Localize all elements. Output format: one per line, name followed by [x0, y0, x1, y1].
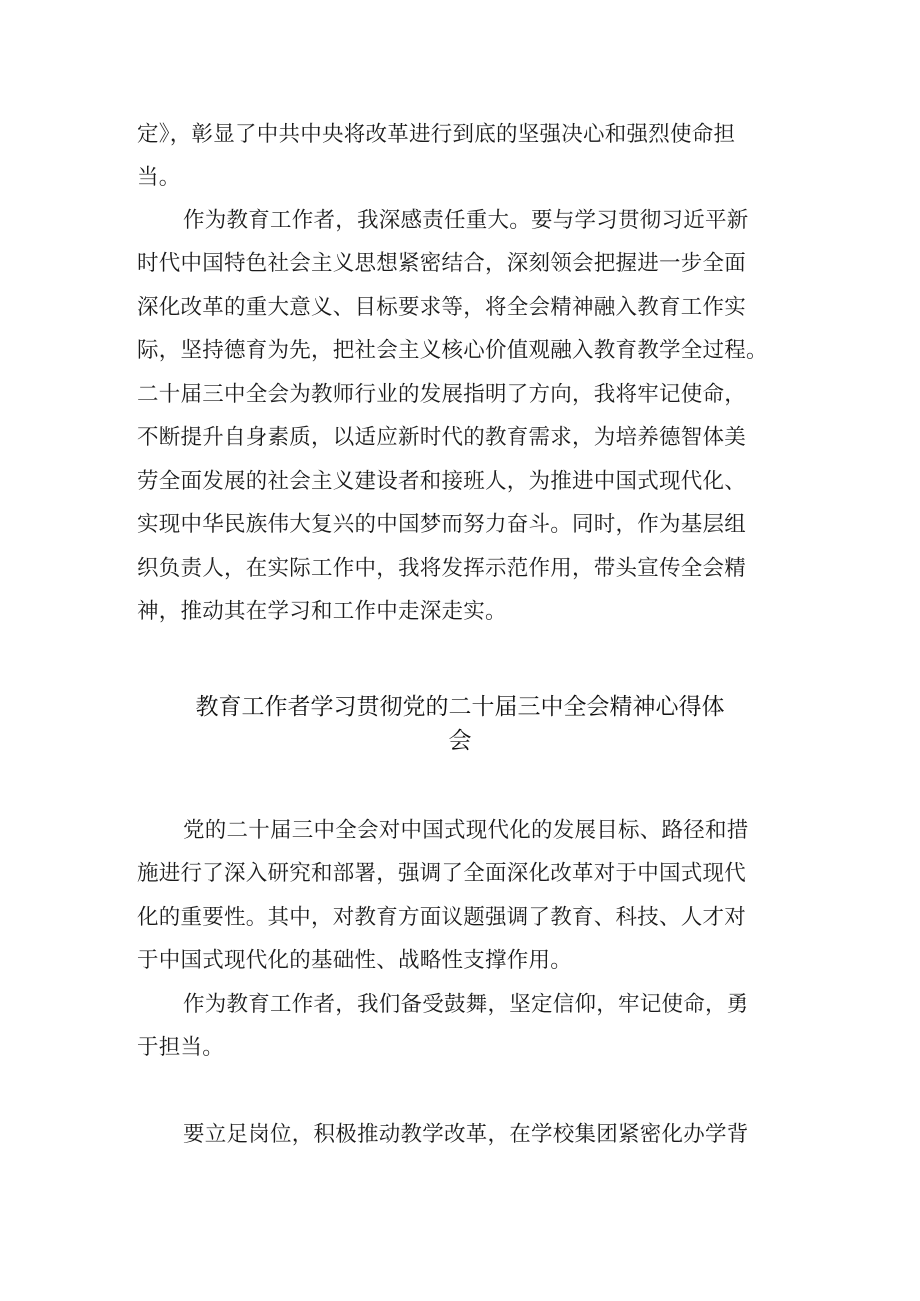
- paragraph-1-line-2: 当。: [137, 165, 181, 190]
- section-heading-line-1: 教育工作者学习贯彻党的二十届三中全会精神心得体: [195, 694, 725, 720]
- paragraph-2-line-6: 不断提升自身素质，以适应新时代的教育需求，为培养德智体美: [137, 425, 747, 450]
- paragraph-2-line-1: 作为教育工作者，我深感责任重大。要与学习贯彻习近平新: [183, 208, 749, 233]
- paragraph-2-line-8: 实现中华民族伟大复兴的中国梦而努力奋斗。同时，作为基层组: [137, 512, 747, 537]
- paragraph-2-line-4: 际，坚持德育为先，把社会主义核心价值观融入教育教学全过程。: [137, 338, 768, 363]
- paragraph-4-line-2: 于担当。: [137, 1035, 225, 1060]
- paragraph-2-line-5: 二十届三中全会为教师行业的发展指明了方向，我将牢记使命，: [137, 382, 747, 407]
- paragraph-4-line-1: 作为教育工作者，我们备受鼓舞，坚定信仰，牢记使命，勇: [183, 992, 749, 1017]
- paragraph-3-line-4: 于中国式现代化的基础性、战略性支撑作用。: [137, 948, 573, 973]
- section-heading-line-2: 会: [448, 728, 472, 754]
- paragraph-3-line-2: 施进行了深入研究和部署，强调了全面深化改革对于中国式现代: [137, 861, 747, 886]
- paragraph-3-line-3: 化的重要性。其中，对教育方面议题强调了教育、科技、人才对: [137, 905, 747, 930]
- paragraph-1-line-1: 定》，彰显了中共中央将改革进行到底的坚强决心和强烈使命担: [137, 122, 736, 147]
- paragraph-3-line-1: 党的二十届三中全会对中国式现代化的发展目标、路径和措: [183, 818, 749, 843]
- paragraph-2-line-7: 劳全面发展的社会主义建设者和接班人，为推进中国式现代化、: [137, 469, 747, 494]
- paragraph-2-line-9: 织负责人，在实际工作中，我将发挥示范作用，带头宣传全会精: [137, 556, 747, 581]
- paragraph-2-line-10: 神，推动其在学习和工作中走深走实。: [137, 599, 507, 624]
- paragraph-5-line-1: 要立足岗位，积极推动教学改革，在学校集团紧密化办学背: [183, 1122, 749, 1147]
- paragraph-2-line-3: 深化改革的重大意义、目标要求等，将全会精神融入教育工作实: [137, 295, 747, 320]
- paragraph-2-line-2: 时代中国特色社会主义思想紧密结合，深刻领会把握进一步全面: [137, 251, 747, 276]
